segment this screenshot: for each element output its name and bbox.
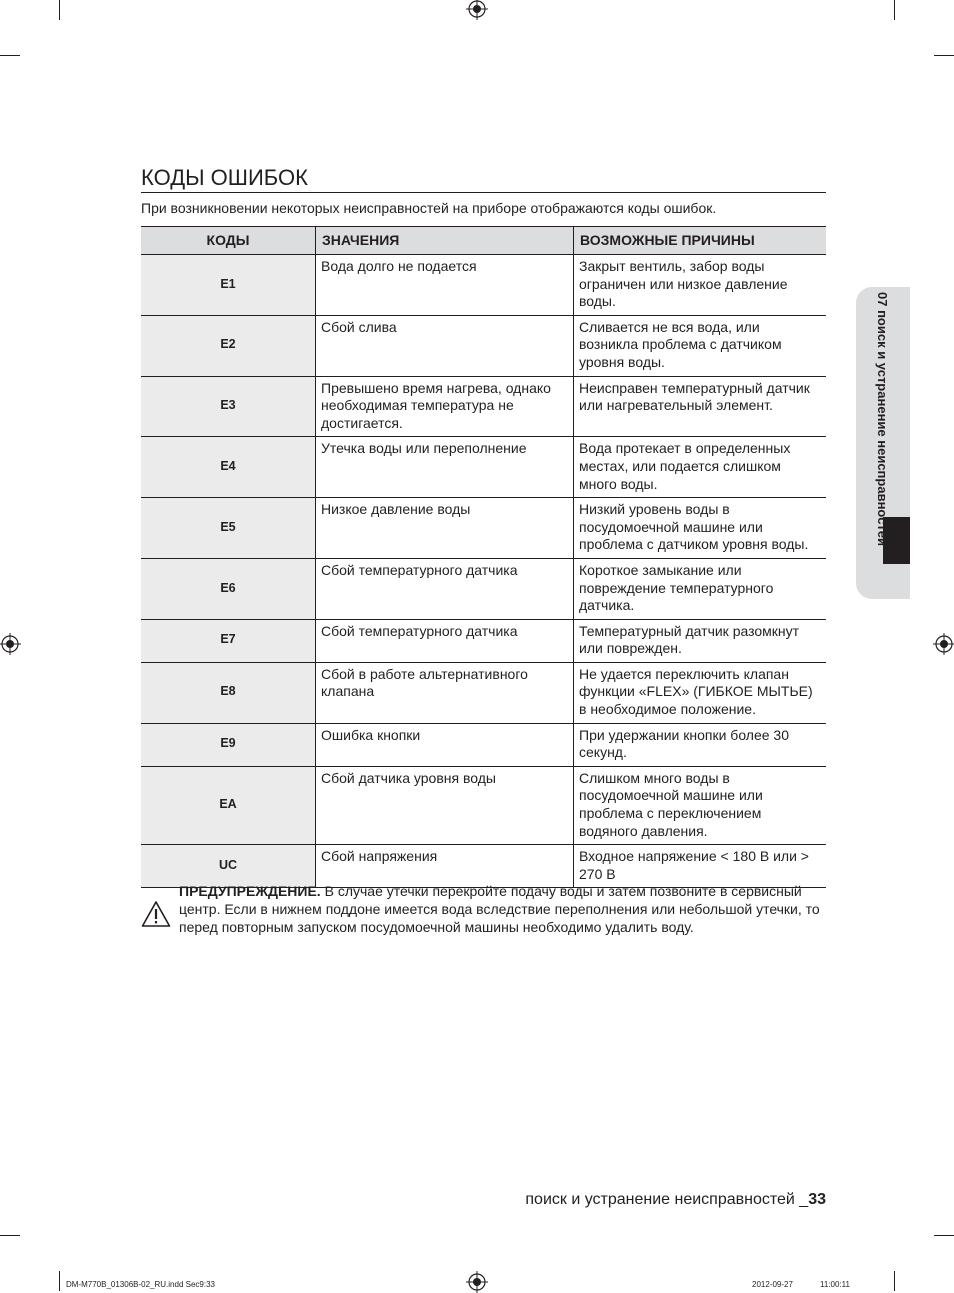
table-row: [141, 315, 826, 376]
error-meaning: Сбой в работе альтернативного клапана: [316, 662, 574, 723]
error-code: E8: [141, 662, 316, 723]
crop-mark: [59, 0, 60, 20]
footer-section: поиск и устранение неисправностей _: [525, 1191, 809, 1208]
error-meaning: Низкое давление воды: [316, 498, 574, 559]
table-row: [141, 766, 826, 844]
page-footer: [525, 1190, 826, 1210]
column-header-codes: КОДЫ: [141, 227, 316, 255]
table-row: [141, 619, 826, 662]
warning-label: ПРЕДУПРЕЖДЕНИЕ.: [179, 883, 321, 899]
error-cause: Неисправен температурный датчик или нагревательный элемент.: [574, 376, 827, 437]
error-code: E5: [141, 498, 316, 559]
table-row: [141, 437, 826, 498]
error-code: E7: [141, 619, 316, 662]
crop-mark: [59, 1271, 60, 1291]
error-cause: Слишком много воды в посудомоечной машине или проблема с переключением водяного давления.: [574, 766, 827, 844]
error-meaning: Ошибка кнопки: [316, 723, 574, 766]
error-meaning: Сбой слива: [316, 315, 574, 376]
error-code: EA: [141, 766, 316, 844]
error-meaning: Превышено время нагрева, однако необходимая температура не достигается.: [316, 376, 574, 437]
table-row: [141, 376, 826, 437]
table-header-row: [141, 227, 826, 255]
error-code: UC: [141, 845, 316, 888]
page-number: 33: [808, 1191, 826, 1208]
error-code: E3: [141, 376, 316, 437]
column-header-meanings: ЗНАЧЕНИЯ: [316, 227, 574, 255]
error-code: E2: [141, 315, 316, 376]
print-slug-time: 11:00:11: [820, 1280, 850, 1289]
crop-mark: [0, 55, 20, 56]
error-code: E1: [141, 255, 316, 316]
error-cause: Вода протекает в определенных местах, или подается слишком много воды.: [574, 437, 827, 498]
error-meaning: Сбой температурного датчика: [316, 558, 574, 619]
column-header-causes: ВОЗМОЖНЫЕ ПРИЧИНЫ: [574, 227, 827, 255]
print-slug-date: 2012-09-27: [752, 1280, 793, 1289]
registration-mark-icon: [466, 1271, 488, 1293]
error-code: E6: [141, 558, 316, 619]
print-slug-file: DM-M770B_01306B-02_RU.indd Sec9:33: [66, 1280, 215, 1289]
table-row: [141, 662, 826, 723]
chapter-side-label: 07 поиск и устранение неисправностей: [875, 292, 890, 547]
crop-mark: [934, 1235, 954, 1236]
error-code: E4: [141, 437, 316, 498]
warning-text: [179, 882, 829, 936]
error-cause: Низкий уровень воды в посудомоечной машине или проблема с датчиком уровня воды.: [574, 498, 827, 559]
error-meaning: Вода долго не подается: [316, 255, 574, 316]
intro-text: При возникновении некоторых неисправностей на приборе отображаются коды ошибок.: [141, 200, 717, 216]
table-row: [141, 255, 826, 316]
error-cause: Короткое замыкание или повреждение температурного датчика.: [574, 558, 827, 619]
table-row: [141, 723, 826, 766]
error-codes-table: [141, 226, 826, 888]
error-cause: Температурный датчик разомкнут или поврежден.: [574, 619, 827, 662]
error-cause: Сливается не вся вода, или возникла проблема с датчиком уровня воды.: [574, 315, 827, 376]
table-row: [141, 558, 826, 619]
crop-mark: [0, 1235, 20, 1236]
error-meaning: Утечка воды или переполнение: [316, 437, 574, 498]
page-title: КОДЫ ОШИБОК: [141, 165, 826, 193]
registration-mark-icon: [466, 0, 488, 20]
error-meaning: Сбой датчика уровня воды: [316, 766, 574, 844]
error-meaning: Сбой напряжения: [316, 845, 574, 888]
error-meaning: Сбой температурного датчика: [316, 619, 574, 662]
warning-icon: [141, 900, 171, 928]
table-row: [141, 498, 826, 559]
error-code: E9: [141, 723, 316, 766]
registration-mark-icon: [0, 633, 21, 655]
error-cause: Входное напряжение < 180 В или > 270 В: [574, 845, 827, 888]
crop-mark: [894, 1271, 895, 1291]
error-cause: При удержании кнопки более 30 секунд.: [574, 723, 827, 766]
crop-mark: [934, 55, 954, 56]
error-cause: Закрыт вентиль, забор воды ограничен или низкое давление воды.: [574, 255, 827, 316]
crop-mark: [894, 0, 895, 20]
registration-mark-icon: [933, 633, 954, 655]
error-cause: Не удается переключить клапан функции «FLEX» (ГИБКОЕ МЫТЬЕ) в необходимое положение.: [574, 662, 827, 723]
warning-body: В случае утечки перекройте подачу воды и затем позвоните в сервисный центр. Если в нижнем поддоне имеется вода вследствие переполнения или небольшой утечки, то перед повторным запуском посудомоечной машины необходимо удалить воду.: [179, 883, 820, 935]
